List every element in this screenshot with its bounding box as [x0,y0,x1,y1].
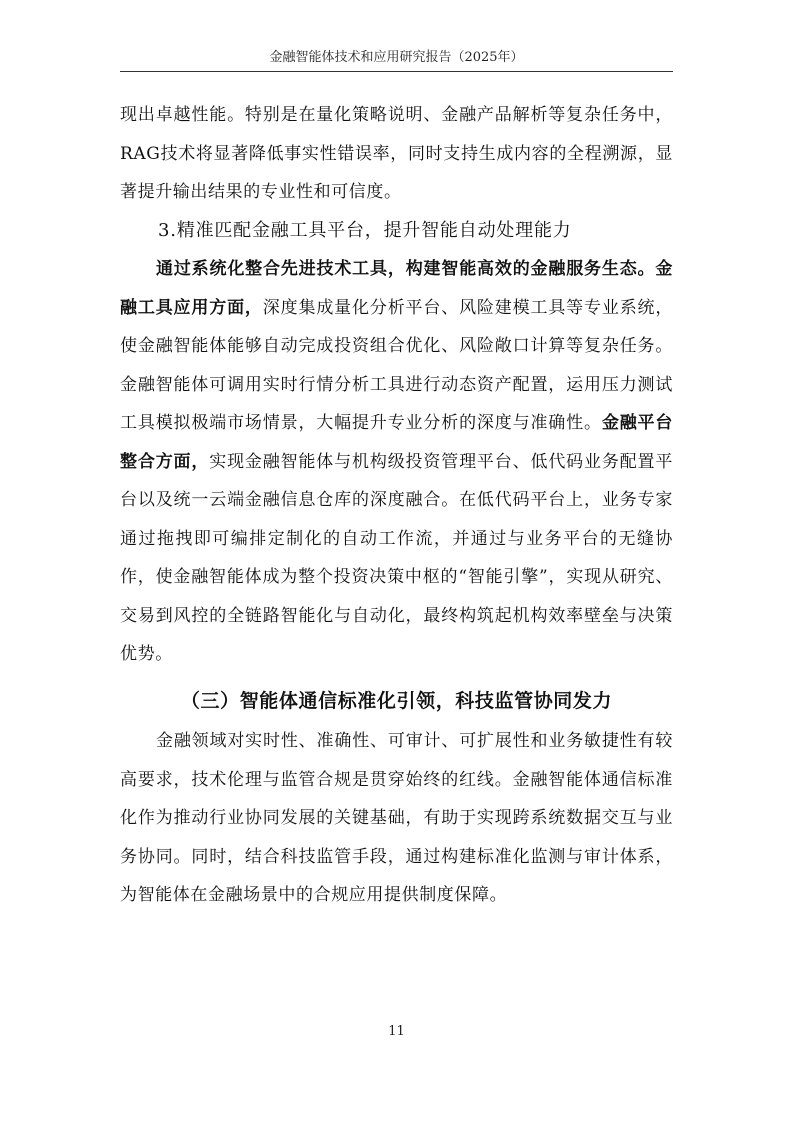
running-header: 金融智能体技术和应用研究报告（2025年） [269,50,524,65]
section-heading-three: （三）智能体通信标准化引领，科技监管协同发力 [180,689,613,712]
subheading-tool-platform: 3.精准匹配金融工具平台，提升智能自动处理能力 [158,219,572,241]
page-body [120,96,673,915]
paragraph-tool-integration [120,250,673,674]
bold-topic-tools: 金融工具应用方面， [120,259,673,318]
paragraph-rag-continuation: 现出卓越性能。特别是在量化策略说明、金融产品解析等复杂任务中，RAG技术将显著降低事实性错误率，同时支持生成内容的全程溯源，显著提升输出结果的专业性和可信度。 [120,105,673,202]
bold-lead-sentence: 通过系统化整合先进技术工具，构建智能高效的金融服务生态。 [156,259,656,279]
text-platform: 实现金融智能体与机构级投资管理平台、低代码业务配置平台以及统一云端金融信息仓库的深度融合。在低代码平台上，业务专家通过拖拽即可编排定制化的自动工作流，并通过与业务平台的无缝协作，使金融智能体成为整个投资决策中枢的“智能引擎”，实现从研究、交易到风控的全链路智能化与自动化，最终构筑起机构效率壁垒与决策优势。 [120,451,673,664]
text-tools: 深度集成量化分析平台、风险建模工具等专业系统，使金融智能体能够自动完成投资组合优化、风险敞口计算等复杂任务。金融智能体可调用实时行情分析工具进行动态资产配置，运用压力测试工具模拟极端市场情景，大幅提升专业分析的深度与准确性。 [120,297,673,433]
paragraph-standardization: 金融领域对实时性、准确性、可审计、可扩展性和业务敏捷性有较高要求，技术伦理与监管合规是贯穿始终的红线。金融智能体通信标准化作为推动行业协同发展的关键基础，有助于实现跨系统数据交互与业务协同。同时，结合科技监管手段，通过构建标准化监测与审计体系，为智能体在金融场景中的合规应用提供制度保障。 [120,731,673,905]
page-number: 11 [388,1024,405,1039]
bold-topic-platform: 金融平台整合方面， [120,413,673,472]
header-rule [120,71,673,72]
